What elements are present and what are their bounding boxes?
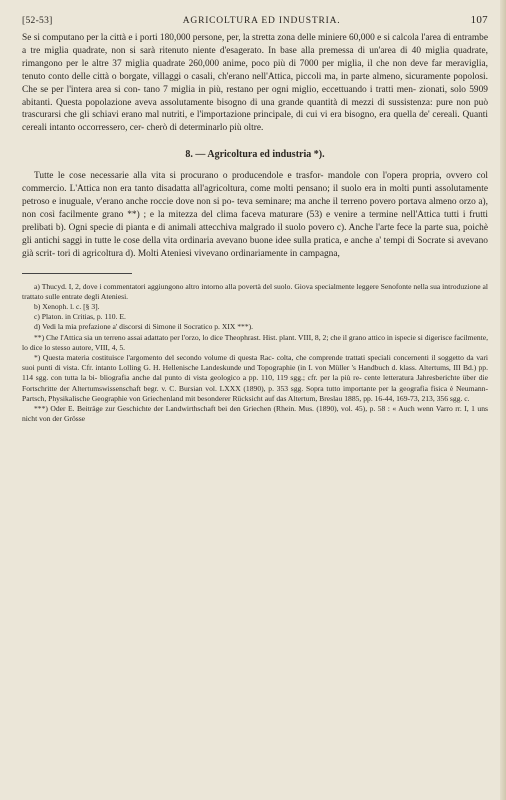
footnote: *) Questa materia costituisce l'argomento del secondo volume di questa Rac- colta, che comprende trattati speciali concernenti il soggetto da vari suoi punti di vista. Cfr. intanto Lolling G. H. Hellenische Landeskunde und Topographie (in I. von Müller 's Handbuch d. klass. Altertums, III Bd.) pp. 114 sgg. con tutta la bi- bliografia anche dal punto di vista geologico a pp. 110, 119 sgg.; cfr. per la più re- cente letteratura Jahresberichte über die Fortschritte der Altertumswissenschaft begr. v. C. Bursian vol. LXXX (1890), p. 353 sgg. Sopra tutto importante per la geografia fisica è Neumann-Partsch, Physikalische Geographie von Griechenland mit besonderer Rücksicht auf das Altertum, Breslau 1885, pp. 16-44, 169-73, 213, 356 sgg. c. [22,353,489,403]
section-paragraph: Tutte le cose necessarie alla vita si procurano o producendole e trasfor- mandole con l'opera propria, ovvero col commercio. L'Attica non era tanto disadatta all'agricoltura, come molti pensano; il suolo era in molti punti assolutamente petroso e inuguale, v'erano anche roccie dove non si po- teva seminare; ma anche il terreno povero portava almeno orzo a), non così facilmente grano **) ; e la mitezza del clima faceva maturare (53) e venire a termine nell'Attica tutti i frutti prelibati b). Ogni specie di pianta e di animali attecchiva malgrado il suolo povero c). Anche l'arte fece la parte sua, poichè gli antichi saggi in tutte le cose della vita ordinaria avevano buone idee sulla pratica, e anche a' tempi di Socrate si avevano già scrit- tori di agricoltura d). Molti Ateniesi vivevano ordinariamente in campagna, [22,171,489,259]
footnote: d) Vedi la mia prefazione a' discorsi di Simone il Socratico p. XIX ***). [34,322,254,332]
footnotes [22,282,488,425]
footnote: a) Thucyd. I, 2, dove i commentatori aggiungono altro intorno alla povertà del suolo. Giova specialmente leggere Senofonte nella sua introduzione al trattato sulle entrate degli Ateniesi. [22,281,488,301]
footnote: ***) Oder E. Beiträge zur Geschichte der Landwirthschaft bei den Griechen (Rhein. Mus. (1890), vol. 45), p. 58 : « Auch wenn Varro rr. I, 1 uns nicht von der Grösse [22,404,488,424]
intro-paragraph: Se si computano per la città e i porti 180,000 persone, per, la stretta zona delle miniere 60,000 e si calcola l'area di entrambe a tre miglia quadrate, non si sarà ritenuto niente d'esagerato. In base alla premessa di un'area di 40 miglia quadrate, rimangono per le altre 37 miglia quadrate 260,000 anime, poco più di 7000 per miglia, il che non deve far meraviglia, tenuto conto delle città o borgate, villaggi o casali, ch'erano nell'Attica, piccoli ma, in parte almeno, sicuramente popolosi. Che se per l'intera area si con- tano 7 miglia in più, restano per ogni miglio, eccettuando i tratti men- zionati, solo 5909 abitanti. Questa popolazione aveva assolutamente bisogno di una grande quantità di mezzi di sussistenza: pure non può trascurarsi che gli schiavi erano mal nutriti, e l'importazione principale, di cui vi era bisogno, era quella de' cereali. Quanti cereali intanto occorressero, cer- cherò di determinarlo più oltre. [22,33,489,134]
footnote: b) Xenoph. l. c. [§ 3]. [34,302,100,311]
main-text [22,32,488,261]
footnote: c) Platon. in Critias, p. 110. E. [34,312,126,322]
header-section-ref: [52-53] [22,16,53,26]
section-heading: 8. — Agricoltura ed industria *). [185,149,325,161]
footnote: **) Che l'Attica sia un terreno assai adattato per l'orzo, lo dice Theophrast. Hist. plant. VIII, 8, 2; che il grano attico in ispecie si digerisce facilmente, lo dice lo stesso autore, VIII, 4, 5. [22,332,488,352]
running-header [22,14,488,26]
page-number: 107 [470,14,488,26]
page-spine-shadow [500,0,506,800]
footnote-divider [22,273,132,274]
header-title: AGRICOLTURA ED INDUSTRIA. [182,16,341,26]
